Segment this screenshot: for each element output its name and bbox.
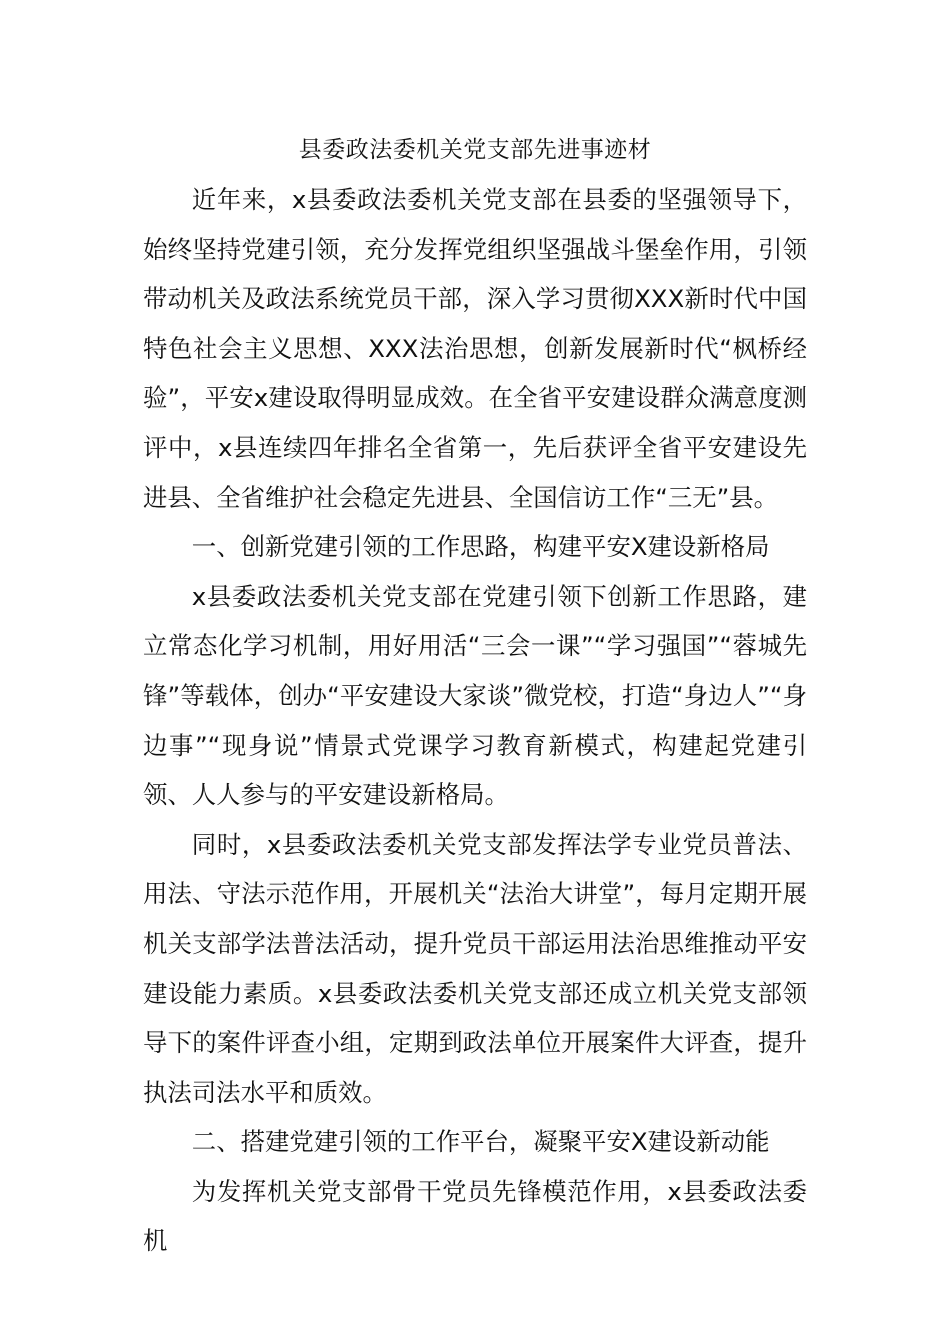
paragraph-intro: 近年来，x县委政法委机关党支部在县委的坚强领导下，始终坚持党建引领，充分发挥党组织坚强战斗堡垒作用，引领带动机关及政法系统党员干部，深入学习贯彻XXX新时代中国特色社会主义思想、XXX法治思想，创新发展新时代“枫桥经验”，平安x建设取得明显成效。在全省平安建设群众满意度测评中，x县连续四年排名全省第一，先后获评全省平安建设先进县、全省维护社会稳定先进县、全国信访工作“三无”县。 bbox=[143, 185, 807, 512]
section-heading-1: 一、创新党建引领的工作思路，构建平安X建设新格局 bbox=[191, 532, 770, 562]
paragraph-section-1-b: 同时，x县委政法委机关党支部发挥法学专业党员普法、用法、守法示范作用，开展机关“法治大讲堂”，每月定期开展机关支部学法普法活动，提升党员干部运用法治思维推动平安建设能力素质。x县委政法委机关党支部还成立机关党支部领导下的案件评查小组，定期到政法单位开展案件大评查，提升执法司法水平和质效。 bbox=[143, 829, 807, 1107]
paragraph-section-2-a: 为发挥机关党支部骨干党员先锋模范作用，x县委政法委机 bbox=[143, 1176, 807, 1256]
section-heading-2: 二、搭建党建引领的工作平台，凝聚平安X建设新动能 bbox=[191, 1127, 770, 1157]
document-title: 县委政法委机关党支部先进事迹材 bbox=[298, 137, 652, 163]
document-page bbox=[143, 126, 807, 1266]
paragraph-section-1-a: x县委政法委机关党支部在党建引领下创新工作思路，建立常态化学习机制，用好用活“三会一课”“学习强国”“蓉城先锋”等载体，创办“平安建设大家谈”微党校，打造“身边人”“身边事”“现身说”情景式党课学习教育新模式，构建起党建引领、人人参与的平安建设新格局。 bbox=[143, 581, 807, 810]
